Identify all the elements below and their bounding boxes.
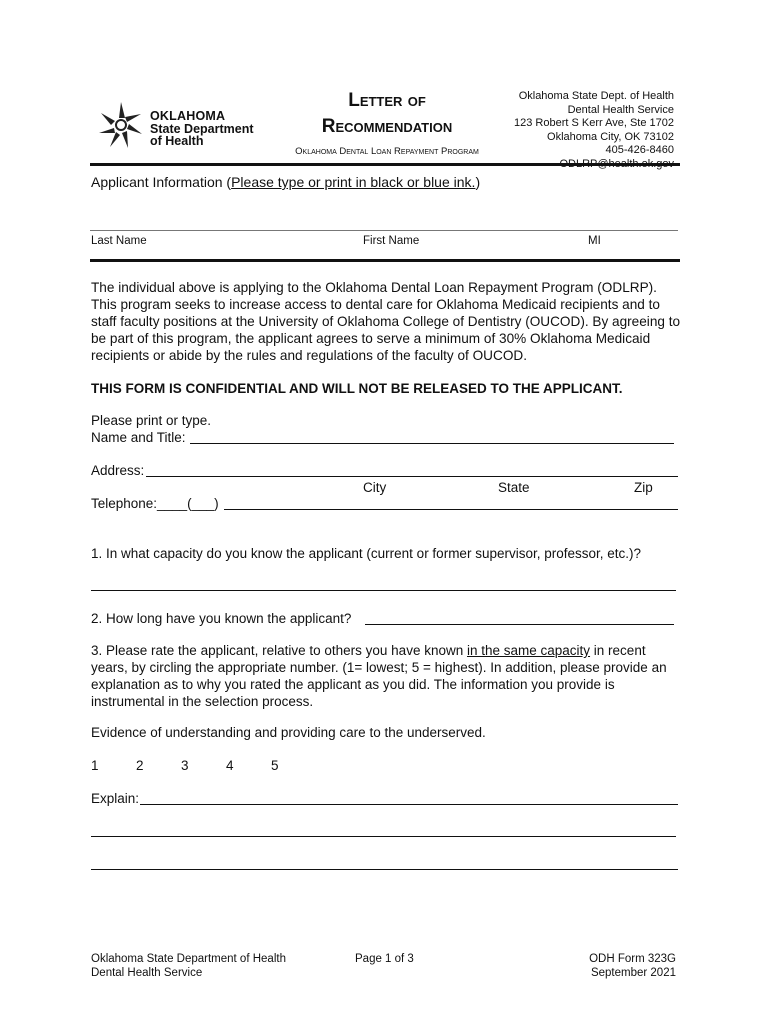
ink-instruction: Please type or print in black or blue ink. [231,174,476,190]
footer-left [91,952,286,980]
rating-2[interactable]: 2 [136,758,144,773]
q3-text-b: in recent years, by circling the appropriate number. (1= lowest; 5 = highest). In addition, please provide an explanation as to why you rated the applicant as you did. The information you provide is instrumental in the selection process. [91,643,667,709]
mi-label: MI [588,235,601,247]
odh-logo-star-icon [96,100,146,150]
applicant-heading-suffix: ) [475,174,481,190]
explain-field-line-3[interactable] [91,869,678,870]
rating-1[interactable]: 1 [91,758,99,773]
q3-text-a: 3. Please rate the applicant, relative to others you have known [91,643,467,658]
logo-wordmark [150,110,254,148]
last-name-label: Last Name [91,235,147,247]
form-subtitle: Oklahoma Dental Loan Repayment Program [295,146,479,157]
applicant-heading [91,174,480,191]
question-2: 2. How long have you known the applicant? [91,611,352,626]
answer-2-field[interactable] [365,624,674,625]
form-number: ODH Form 323G [589,953,676,965]
form-title [272,88,502,157]
explain-field-line-1[interactable] [140,804,678,805]
applicant-divider [90,259,680,262]
q3-underlined: in the same capacity [466,643,591,658]
rating-3[interactable]: 3 [181,758,189,773]
logo-line-3: of Health [150,134,204,148]
contact-line: Oklahoma City, OK 73102 [547,130,674,143]
address-field[interactable] [146,476,678,477]
state-label: State [498,480,530,495]
contact-line: Dental Health Service [567,103,674,116]
explain-label: Explain: [91,791,140,806]
intro-paragraph: The individual above is applying to the Oklahoma Dental Loan Repayment Program (ODLRP). This program seeks to increase access to dental care for Oklahoma Medicaid recipients and to staff faculty positions at the University of Oklahoma College of Dentistry (OUCOD). By agreeing to be part of this program, the applicant agrees to serve a minimum of 30% Oklahoma Medicaid recipients or abide by the rules and regulations of the faculty of OUCOD. [91,280,681,363]
first-name-label: First Name [363,235,420,247]
page-number: Page 1 of 3 [355,953,414,965]
applicant-name-field[interactable] [90,230,678,231]
zip-label: Zip [634,480,653,495]
name-title-field[interactable] [190,443,674,444]
print-instruction: Please print or type. [91,413,212,428]
telephone-field[interactable] [224,509,678,510]
explain-field-line-2[interactable] [91,836,676,837]
contact-line: 405-426-8460 [605,144,674,156]
rating-4[interactable]: 4 [226,758,234,773]
header-divider [90,163,680,166]
logo-line-1: OKLAHOMA [150,109,226,123]
answer-1-field[interactable] [91,590,676,591]
footer-org: Oklahoma State Department of Health [91,953,286,965]
name-title-label: Name and Title: [91,430,186,445]
contact-block [514,90,674,171]
rating-5[interactable]: 5 [271,758,279,773]
title-line-1: Letter of [348,90,426,111]
address-label: Address: [91,463,145,478]
evidence-label: Evidence of understanding and providing care to the underserved. [91,725,486,740]
question-1: 1. In what capacity do you know the applicant (current or former supervisor, professor, etc.)? [91,546,642,561]
city-label: City [363,480,387,495]
confidential-notice: THIS FORM IS CONFIDENTIAL AND WILL NOT BE RELEASED TO THE APPLICANT. [91,381,623,396]
footer-service: Dental Health Service [91,967,203,979]
question-3 [91,642,681,710]
title-line-2: Recommendation [321,116,453,137]
logo-line-2: State Department [150,121,254,136]
contact-line: Oklahoma State Dept. of Health [518,90,674,102]
form-date: September 2021 [590,967,676,979]
contact-email: ODLRP@health.ok.gov [559,157,674,170]
footer-right [589,952,676,980]
contact-line: 123 Robert S Kerr Ave, Ste 1702 [513,117,674,129]
telephone-label: Telephone:____(___) [91,496,219,511]
applicant-heading-prefix: Applicant Information ( [91,174,232,190]
